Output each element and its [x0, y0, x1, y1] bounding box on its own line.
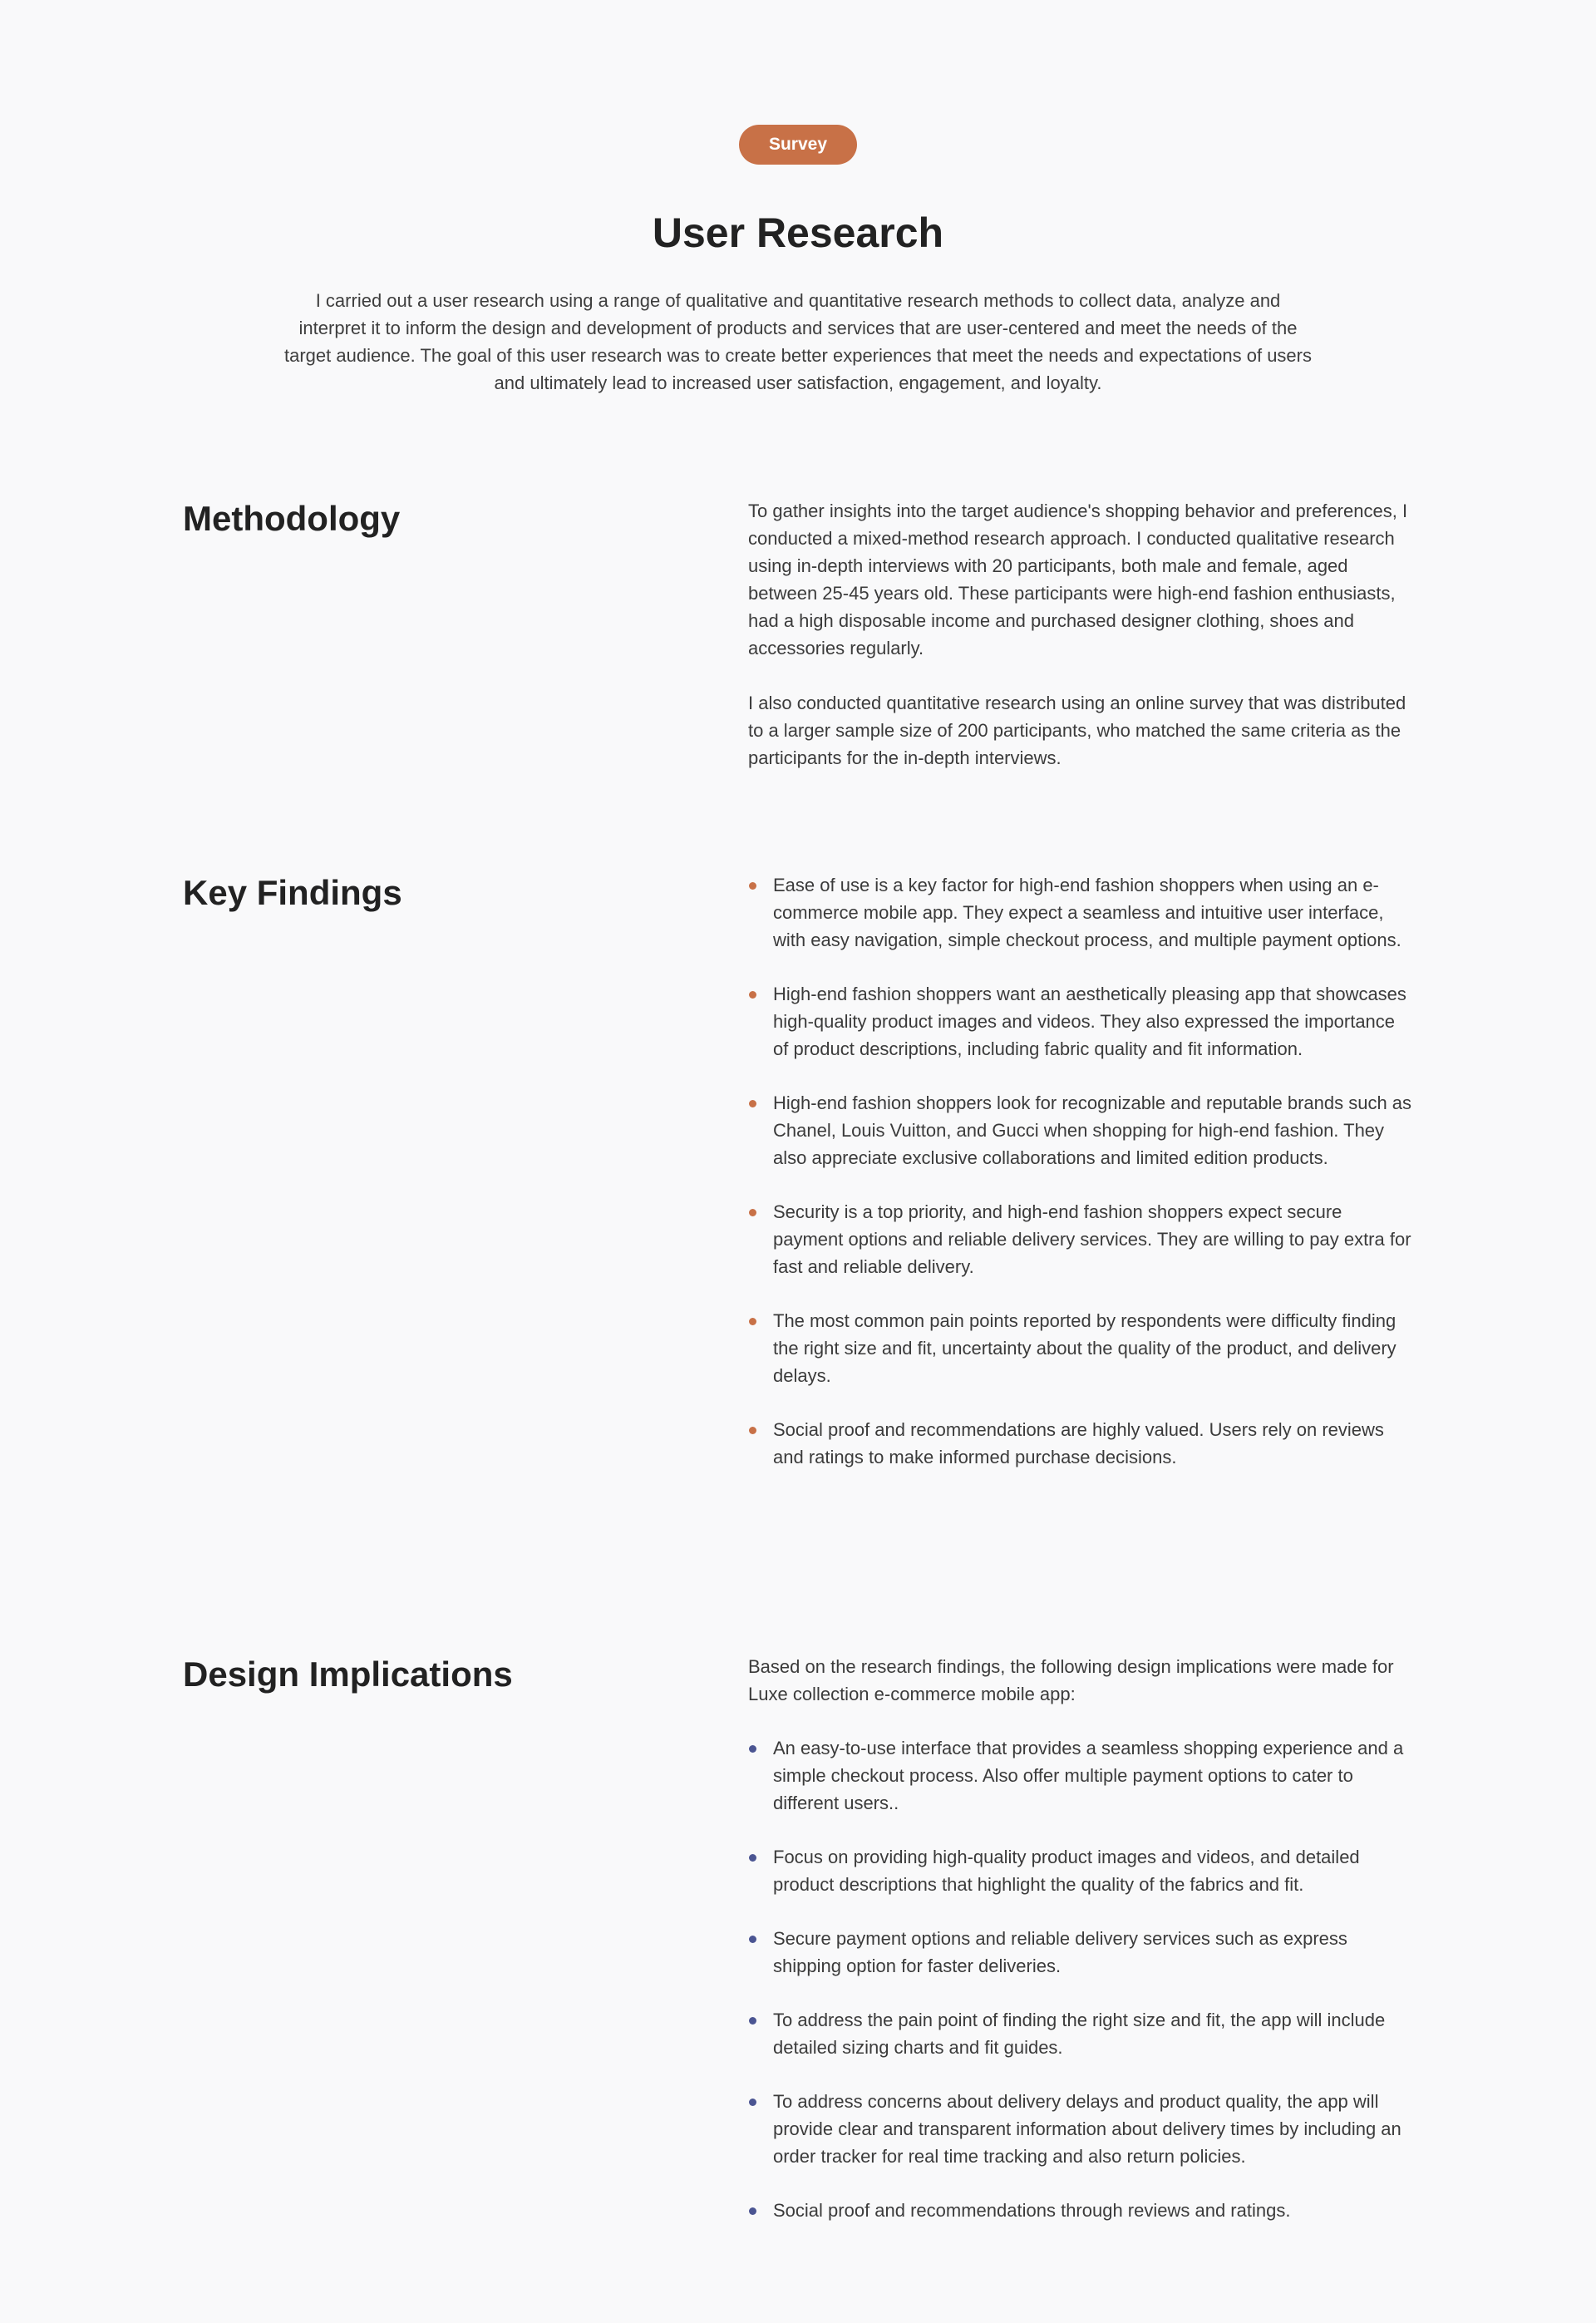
methodology-content	[748, 497, 1413, 799]
key-findings-content	[748, 871, 1413, 1497]
list-item-text: Secure payment options and reliable delivery services such as express shipping option for faster deliveries.	[773, 1928, 1347, 1976]
list-item	[748, 871, 1413, 954]
list-item	[748, 2006, 1413, 2061]
list-item	[748, 1416, 1413, 1471]
list-item-text: Security is a top priority, and high-end fashion shoppers expect secure payment options and reliable delivery services. They are willing to pay extra for fast and reliable delivery.	[773, 1201, 1411, 1277]
list-item	[748, 1925, 1413, 1980]
list-item	[748, 2088, 1413, 2170]
design-implications-list	[748, 1734, 1413, 2224]
list-item	[748, 1198, 1413, 1280]
list-item-text: To address the pain point of finding the right size and fit, the app will include detailed sizing charts and fit guides.	[773, 2010, 1386, 2058]
list-item-text: Social proof and recommendations are highly valued. Users rely on reviews and ratings to make informed purchase decisions.	[773, 1419, 1384, 1467]
bullet-dot-icon	[749, 2099, 756, 2106]
list-item	[748, 2197, 1413, 2224]
methodology-paragraph: To gather insights into the target audience's shopping behavior and preferences, I conducted a mixed-method research approach. I conducted qualitative research using in-depth interviews with 20 participants, both male and female, aged between 25-45 years old. These participants were high-end fashion enthusiasts, had a high disposable income and purchased designer clothing, shoes and accessories regularly.	[748, 501, 1408, 658]
intro-paragraph: I carried out a user research using a range of qualitative and quantitative research methods to collect data, analyze and interpret it to inform the design and development of products and services that are user-centered and meet the needs of the target audience. The goal of this user research was to create better experiences that meet the needs and expectations of users and ultimately lead to increased user satisfaction, engagement, and loyalty.	[284, 290, 1312, 393]
bullet-dot-icon	[749, 1100, 756, 1107]
design-implications-intro: Based on the research findings, the following design implications were made for Luxe collection e-commerce mobile app:	[748, 1656, 1394, 1704]
list-item-text: Social proof and recommendations through reviews and ratings.	[773, 2200, 1291, 2221]
list-item	[748, 1843, 1413, 1898]
bullet-dot-icon	[749, 1427, 756, 1434]
bullet-dot-icon	[749, 991, 756, 999]
design-implications-heading: Design Implications	[183, 1655, 513, 1694]
design-implications-content	[748, 1653, 1413, 2251]
list-item-text: To address concerns about delivery delays and product quality, the app will provide clear and transparent information about delivery times by including an order tracker for real time tracking and also return policies.	[773, 2091, 1401, 2167]
list-item-text: Focus on providing high-quality product images and videos, and detailed product descriptions that highlight the quality of the fabrics and fit.	[773, 1847, 1360, 1895]
bullet-dot-icon	[749, 2017, 756, 2025]
survey-badge: Survey	[739, 125, 857, 165]
key-findings-list	[748, 871, 1413, 1471]
list-item-text: The most common pain points reported by respondents were difficulty finding the right size and fit, uncertainty about the quality of the product, and delivery delays.	[773, 1310, 1396, 1386]
key-findings-heading: Key Findings	[183, 873, 402, 912]
bullet-dot-icon	[749, 1936, 756, 1943]
bullet-dot-icon	[749, 1745, 756, 1753]
bullet-dot-icon	[749, 882, 756, 890]
list-item-text: High-end fashion shoppers want an aesthetically pleasing app that showcases high-quality product images and videos. They also expressed the importance of product descriptions, including fabric quality and fit information.	[773, 984, 1406, 1059]
list-item	[748, 1734, 1413, 1817]
list-item-text: An easy-to-use interface that provides a seamless shopping experience and a simple checkout process. Also offer multiple payment options to cater to different users..	[773, 1738, 1404, 1813]
bullet-dot-icon	[749, 1209, 756, 1216]
list-item-text: Ease of use is a key factor for high-end fashion shoppers when using an e-commerce mobile app. They expect a seamless and intuitive user interface, with easy navigation, simple checkout process, and multiple payment options.	[773, 875, 1401, 950]
bullet-dot-icon	[749, 1854, 756, 1862]
list-item	[748, 980, 1413, 1063]
page-title: User Research	[652, 210, 944, 256]
methodology-heading: Methodology	[183, 499, 401, 538]
bullet-dot-icon	[749, 2207, 756, 2215]
list-item	[748, 1307, 1413, 1389]
methodology-paragraph: I also conducted quantitative research using an online survey that was distributed to a larger sample size of 200 participants, who matched the same criteria as the participants for the in-depth interviews.	[748, 693, 1406, 768]
list-item-text: High-end fashion shoppers look for recognizable and reputable brands such as Chanel, Louis Vuitton, and Gucci when shopping for high-end fashion. They also appreciate exclusive collaborations and limited edition products.	[773, 1092, 1412, 1168]
bullet-dot-icon	[749, 1318, 756, 1325]
list-item	[748, 1089, 1413, 1171]
